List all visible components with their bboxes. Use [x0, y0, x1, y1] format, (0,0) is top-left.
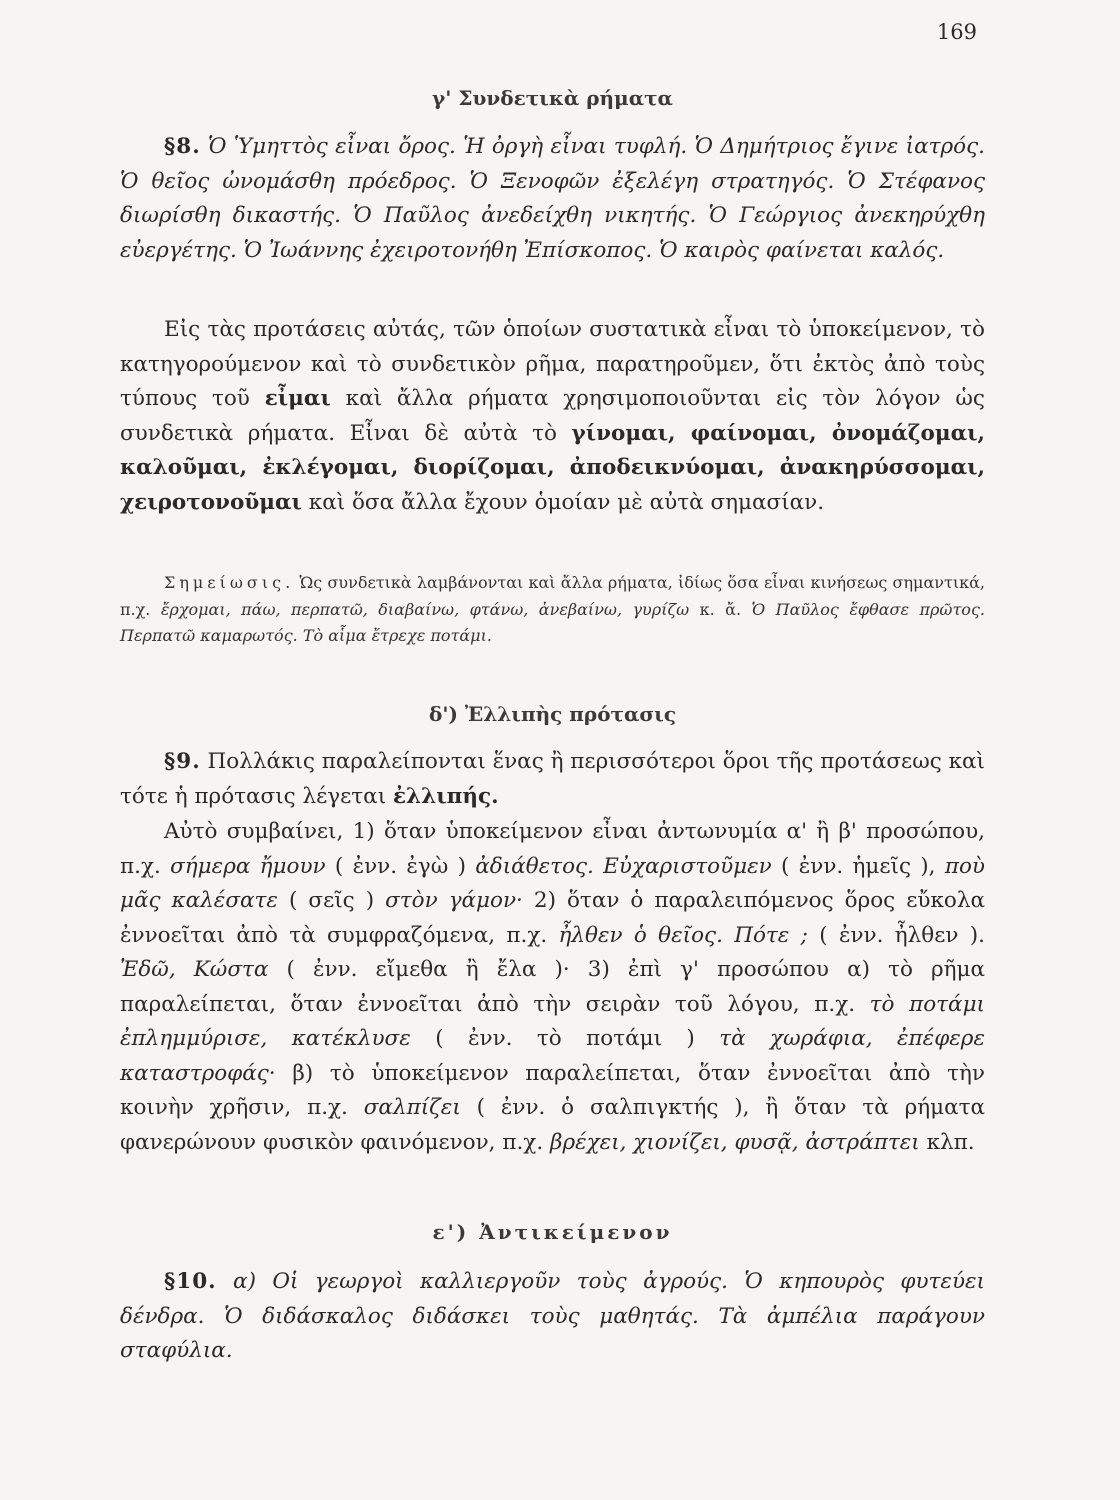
note-label: Σημείωσις. [164, 573, 295, 592]
when-t9: β) τὸ ὑποκείμενον παραλείπεται, ὅταν ἐννοεῖται ἀπὸ τὴν κοινὴν χρῆσιν, π.χ. [120, 1060, 985, 1120]
paragraph-note [120, 570, 985, 650]
paragraph-s10 [120, 1265, 985, 1369]
explanation-text-2: καὶ ἄλλα ρήματα χρησιμοποιοῦνται εἰς τὸν λόγον ὡς συνδετικὰ ρήματα. Εἶναι δὲ αὐτὰ τὸ [120, 386, 985, 446]
when-t10: ( ἐνν. ὁ σαλπιγκτής ), ἢ ὅταν τὰ ρήματα φανερώνουν φυσικὸν φαινόμενον, π.χ. [120, 1095, 986, 1155]
when-i1: σήμερα ἤμουν [170, 853, 326, 879]
section-heading-gamma: γ' Συνδετικὰ ρήματα [432, 86, 673, 110]
when-t3: ( ἐνν. ἡμεῖς ), [781, 853, 936, 879]
section-mark-9: §9. [164, 749, 201, 774]
paragraph-when [120, 815, 985, 1160]
when-i2: ἀδιάθετος. Εὐχαριστοῦμεν [475, 853, 772, 879]
paragraph-explanation [120, 313, 985, 520]
note-text-1: Ὡς συνδετικὰ λαμβάνονται καὶ ἄλλα ρήματα, ἰδίως ὅσα εἶναι κινήσεως σημαντικά, π.χ. [120, 573, 985, 619]
s9-text: Πολλάκις παραλείπονται ἕνας ἢ περισσότεροι ὅροι τῆς προτάσεως καὶ τότε ἡ πρότασις λέγεται [120, 749, 985, 809]
section-mark-10: §10. [164, 1269, 217, 1294]
when-i4: στὸν γάμον· [385, 888, 523, 913]
when-t2: ( ἐνν. ἐγὼ ) [334, 853, 466, 879]
page-number: 169 [936, 20, 977, 44]
section-mark-8: §8. [164, 134, 201, 159]
explanation-bold-2: γίνομαι, φαίνομαι, ὀνομάζομαι, καλοῦμαι, ἐκλέγομαι, διορίζομαι, ἀποδεικνύομαι, ἀνακηρύσσομαι, χειροτονοῦμαι [120, 420, 985, 515]
when-i7: τὸ ποτάμι ἐπλημμύρισε, κατέκλυσε [120, 991, 985, 1051]
book-page [120, 0, 985, 1500]
s8-examples: Ὁ Ὑμηττὸς εἶναι ὄρος. Ἡ ὀργὴ εἶναι τυφλή. Ὁ Δημήτριος ἔγινε ἰατρός. Ὁ θεῖος ὠνομάσθη πρόεδρος. Ὁ Ξενοφῶν ἐξελέγη στρατηγός. Ὁ Στέφανος διωρίσθη δικαστής. Ὁ Παῦλος ἀνεδείχθη νικητής. Ὁ Γεώργιος ἀνεκηρύχθη εὐεργέτης. Ὁ Ἰωάννης ἐχειροτονήθη Ἐπίσκοπος. Ὁ καιρὸς φαίνεται καλός. [120, 134, 985, 263]
section-heading-delta: δ') Ἐλλιπὴς πρότασις [428, 702, 676, 726]
note-italic-2: Ὁ Παῦλος ἔφθασε πρῶτος. Περπατῶ καμαρωτός. Τὸ αἷμα ἔτρεχε ποτάμι. [120, 599, 985, 645]
paragraph-s8 [120, 130, 985, 268]
when-t8: ( ἐνν. τὸ ποτάμι ) [435, 1026, 695, 1051]
when-t4: ( σεῖς ) [288, 888, 375, 913]
when-t1: Αὐτὸ συμβαίνει, 1) ὅταν ὑποκείμενον εἶναι ἀντωνυμία α' ἢ β' προσώπου, π.χ. [120, 819, 985, 879]
when-i9: σαλπίζει [363, 1095, 461, 1120]
explanation-text-3: καὶ ὅσα ἄλλα ἔχουν ὁμοίαν μὲ αὐτὰ σημασίαν. [308, 489, 825, 515]
section-heading-epsilon: ε') Ἀντικείμενον [432, 1220, 673, 1244]
when-t7: ( ἐνν. εἴμεθα ἢ ἔλα )· 3) ἐπὶ γ' προσώπου α) τὸ ρῆμα παραλείπεται, ὅταν ἐννοεῖται ἀπὸ τὴν σειρὰν τοῦ λόγου, π.χ. [120, 957, 985, 1017]
when-t6: ( ἐνν. ἦλθεν ). [819, 922, 985, 948]
when-t11: κλπ. [926, 1129, 975, 1155]
explanation-text-1: Εἰς τὰς προτάσεις αὐτάς, τῶν ὁποίων συστατικὰ εἶναι τὸ ὑποκείμενον, τὸ κατηγορούμενον καὶ τὸ συνδετικὸν ρῆμα, παρατηροῦμεν, ὅτι ἐκτὸς ἀπὸ τοὺς τύπους τοῦ [120, 317, 985, 411]
when-i8: τὰ χωράφια, ἐπέφερε καταστροφάς· [120, 1026, 985, 1086]
when-i10: βρέχει, χιονίζει, φυσᾷ, ἀστράπτει [550, 1129, 920, 1155]
when-i3: ποὺ μᾶς καλέσατε [120, 853, 985, 913]
when-i5: ἦλθεν ὁ θεῖος. Πότε ; [558, 922, 808, 948]
s10-i1: Οἱ γεωργοὶ καλλιεργοῦν τοὺς ἀγρούς. Ὁ κηπουρὸς φυτεύει δένδρα. Ὁ διδάσκαλος διδάσκει τοὺς μαθητάς. Τὰ ἀμπέλια παράγουν σταφύλια. [120, 1269, 985, 1363]
when-i6: Ἐδῶ, Κώστα [120, 957, 269, 982]
explanation-bold-1: εἶμαι [264, 386, 331, 411]
when-t5: 2) ὅταν ὁ παραλειπόμενος ὅρος εὔκολα ἐννοεῖται ἀπὸ τὰ συμφραζόμενα, π.χ. [120, 888, 985, 948]
s9-bold: ἐλλιπής. [392, 783, 499, 809]
note-text-2: κ. ἄ. [699, 599, 742, 619]
note-italic-1: ἔρχομαι, πάω, περπατῶ, διαβαίνω, φτάνω, ἀνεβαίνω, γυρίζω [160, 599, 690, 619]
paragraph-s9 [120, 745, 985, 814]
s10-t1: α) [233, 1269, 256, 1294]
